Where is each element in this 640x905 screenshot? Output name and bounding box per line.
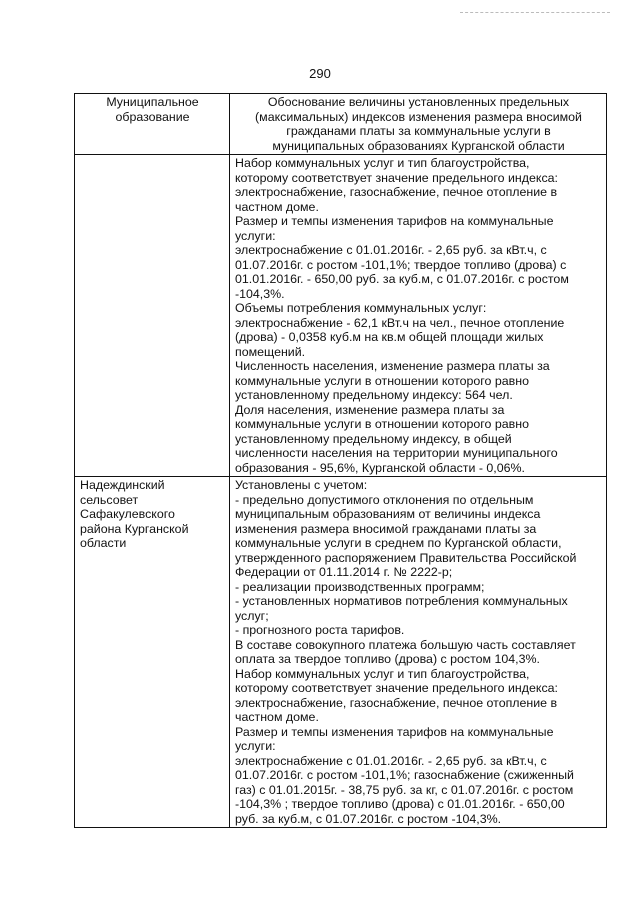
text-line: -104,3%. bbox=[235, 286, 285, 301]
text-line: электроснабжение с 01.01.2016г. - 2,65 руб. за кВт.ч, с bbox=[235, 753, 547, 768]
text-line: -104,3% ; твердое топливо (дрова) с 01.01.2016г. - 650,00 bbox=[235, 797, 565, 811]
text-line: Набор коммунальных услуг и тип благоустройства, bbox=[235, 666, 530, 681]
text-line: которому соответствует значение предельного индекса: bbox=[235, 681, 558, 695]
text-line: 01.01.2016г. - 650,00 руб. за куб.м, с 01.07.2016г. с ростом bbox=[235, 272, 569, 286]
text-line: Установлены с учетом: bbox=[235, 478, 368, 492]
text-line: муниципальным образованиям от величины индекса bbox=[235, 507, 541, 521]
text-line: коммунальные услуги в отношении которого равно bbox=[235, 373, 529, 388]
text-line: 01.07.2016г. с ростом -101,1%; твердое топливо (дрова) с bbox=[235, 257, 567, 272]
text-line: Надеждинский bbox=[80, 478, 165, 492]
text-line: частном доме. bbox=[235, 199, 319, 214]
text-line: района Курганской bbox=[80, 521, 189, 536]
text-line: образование bbox=[115, 109, 190, 124]
text-line: численности населения на территории муниципального bbox=[235, 446, 558, 460]
table-row bbox=[75, 477, 607, 828]
text-line: которому соответствует значение предельного индекса: bbox=[235, 170, 558, 185]
text-line: - предельно допустимого отклонения по отдельным bbox=[235, 492, 534, 507]
text-line: изменения размера вносимой гражданами платы за bbox=[235, 521, 537, 536]
text-line: оплата за твердое топливо (дрова) с ростом 104,3%. bbox=[235, 652, 540, 666]
text-line: - прогнозного роста тарифов. bbox=[235, 623, 405, 637]
text-line: (дрова) - 0,0358 куб.м на кв.м общей площади жилых bbox=[235, 330, 544, 344]
text-line: помещений. bbox=[235, 344, 306, 359]
text-line: утвержденного распоряжением Правительства Российской bbox=[235, 550, 577, 565]
text-line: электроснабжение, газоснабжение, печное отопление в bbox=[235, 185, 558, 199]
header-justification bbox=[230, 94, 607, 155]
justification-cell bbox=[230, 477, 607, 828]
municipality-cell bbox=[75, 477, 230, 828]
text-line: области bbox=[80, 536, 127, 550]
text-line: - установленных нормативов потребления коммунальных bbox=[235, 594, 568, 608]
text-line: Обоснование величины установленных предельных bbox=[267, 95, 570, 109]
text-line: Набор коммунальных услуг и тип благоустройства, bbox=[235, 156, 530, 170]
text-line: Размер и темпы изменения тарифов на коммунальные bbox=[235, 724, 554, 739]
text-line: Федерации от 01.11.2014 г. № 2222-р; bbox=[235, 565, 453, 579]
text-line: коммунальные услуги в среднем по Курганской области, bbox=[235, 536, 562, 550]
justification-cell bbox=[230, 155, 607, 477]
text-line: руб. за куб.м, с 01.07.2016г. с ростом -104,3%. bbox=[235, 811, 502, 826]
text-line: Сафакулевского bbox=[80, 507, 175, 521]
text-line: частном доме. bbox=[235, 710, 319, 724]
text-line: электроснабжение - 62,1 кВт.ч на чел., печное отопление bbox=[235, 315, 565, 330]
text-line: сельсовет bbox=[80, 492, 139, 507]
page-number: 290 bbox=[309, 66, 331, 81]
text-line: услуги: bbox=[235, 228, 276, 243]
text-line: 01.07.2016г. с ростом -101,1%; газоснабжение (сжиженный bbox=[235, 768, 574, 782]
text-line: Размер и темпы изменения тарифов на коммунальные bbox=[235, 214, 554, 228]
text-line: муниципальных образованиях Курганской области bbox=[272, 138, 565, 153]
text-line: газ) с 01.01.2015г. - 38,75 руб. за кг, с 01.07.2016г. с ростом bbox=[235, 782, 574, 797]
text-line: образования - 95,6%, Курганской области - 0,06%. bbox=[235, 460, 525, 475]
scan-artifact bbox=[460, 12, 610, 15]
text-line: услуги: bbox=[235, 739, 276, 753]
text-line: Муниципальное bbox=[106, 95, 199, 109]
text-line: (максимальных) индексов изменения размера вносимой bbox=[255, 109, 582, 124]
text-line: гражданами платы за коммунальные услуги в bbox=[286, 124, 551, 138]
text-line: В составе совокупного платежа большую часть составляет bbox=[235, 637, 576, 652]
header-municipality bbox=[75, 94, 230, 155]
text-line: услуг; bbox=[235, 608, 269, 623]
table-row bbox=[75, 155, 607, 477]
tariff-table bbox=[74, 93, 607, 828]
text-line: установленному предельному индексу: 564 чел. bbox=[235, 388, 513, 402]
text-line: Доля населения, изменение размера платы за bbox=[235, 402, 505, 417]
text-line: Численность населения, изменение размера платы за bbox=[235, 359, 550, 373]
text-line: электроснабжение с 01.01.2016г. - 2,65 руб. за кВт.ч, с bbox=[235, 243, 547, 257]
municipality-cell bbox=[75, 155, 230, 477]
text-line: коммунальные услуги в отношении которого равно bbox=[235, 417, 529, 431]
table-header-row bbox=[75, 94, 607, 155]
text-line: установленному предельному индексу, в общей bbox=[235, 431, 512, 446]
text-line: Объемы потребления коммунальных услуг: bbox=[235, 301, 487, 315]
text-line: электроснабжение, газоснабжение, печное отопление в bbox=[235, 695, 558, 710]
text-line: - реализации производственных программ; bbox=[235, 579, 485, 594]
